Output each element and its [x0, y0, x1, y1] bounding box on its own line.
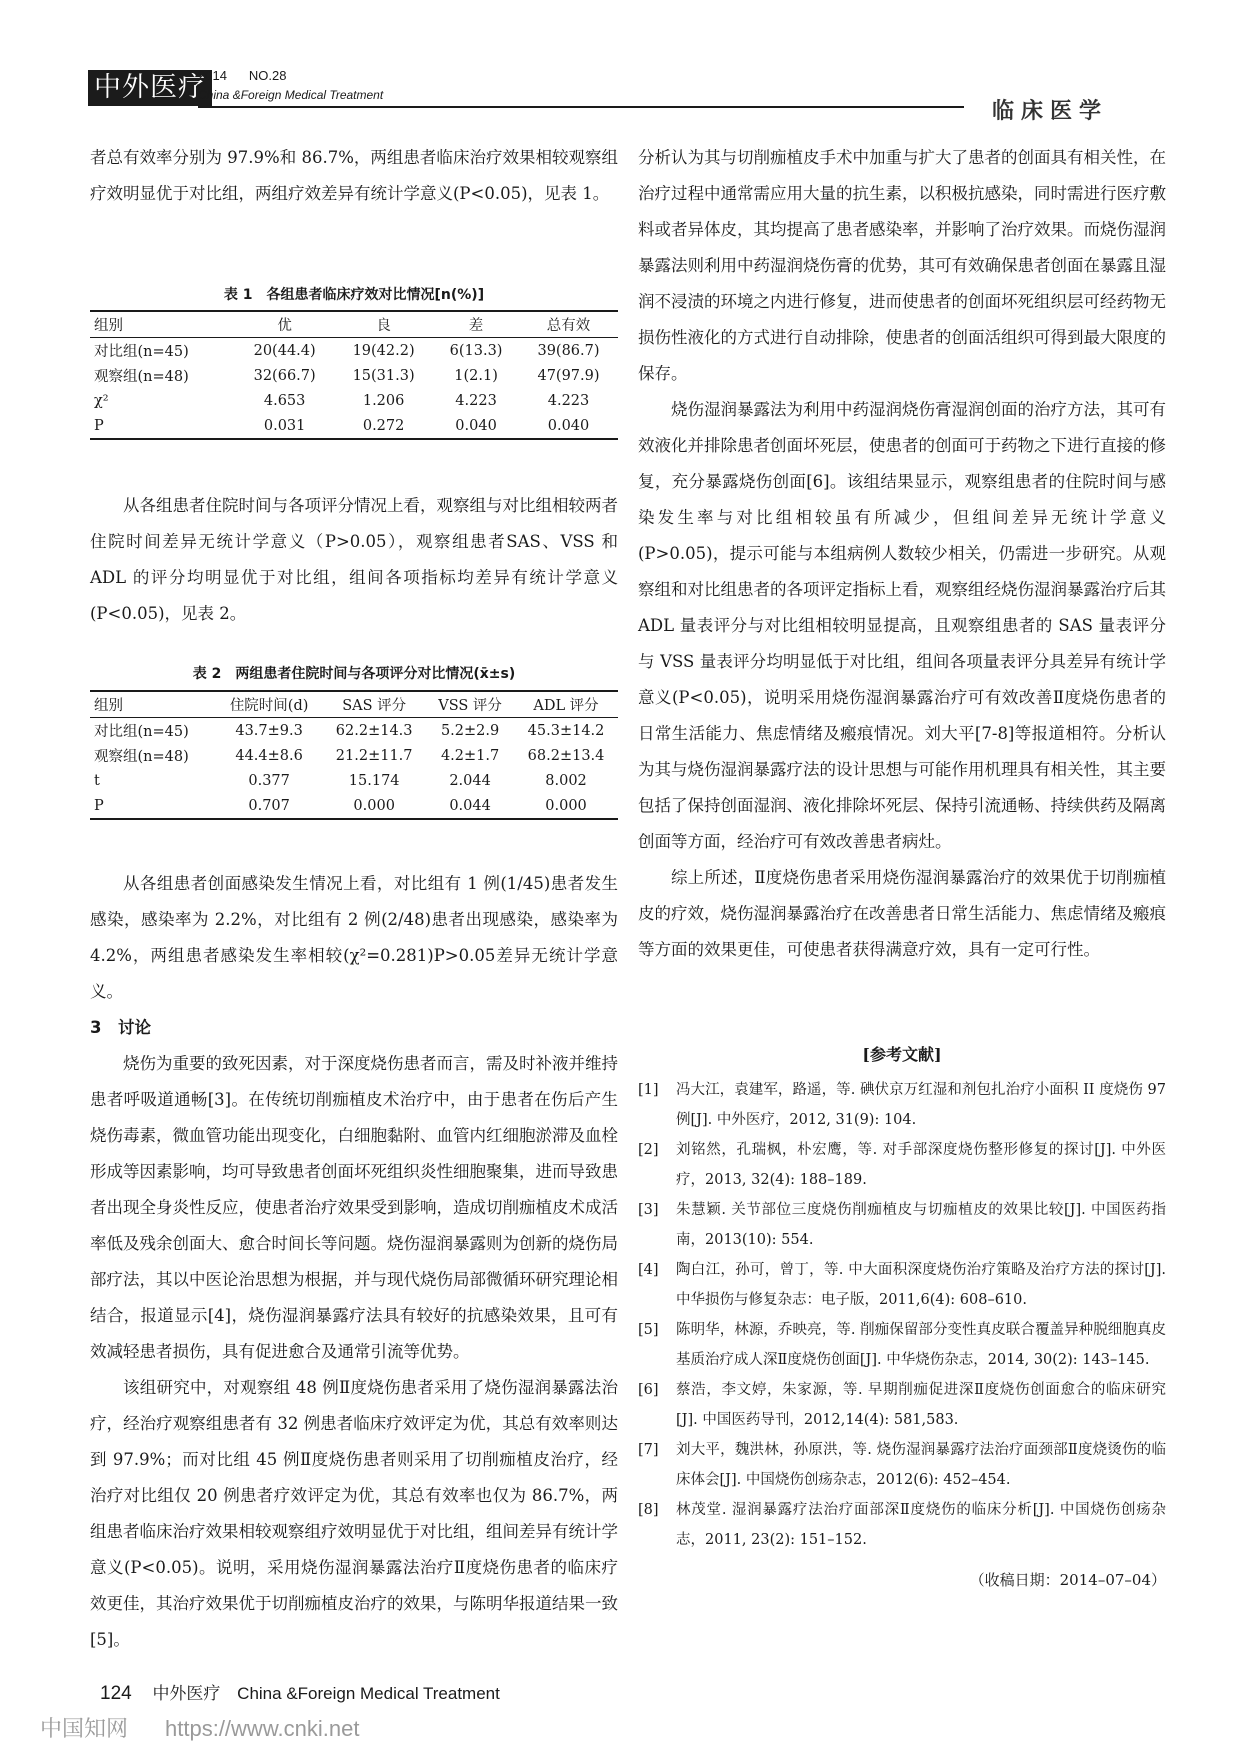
table2-cell: 观察组(n=48)	[94, 749, 189, 765]
paragraph-conclusion: 综上所述，Ⅱ度烧伤患者采用烧伤湿润暴露治疗的效果优于切削痂植皮的疗效，烧伤湿润暴露治疗在改善患者日常生活能力、焦虑情绪及瘢痕等方面的效果更佳，可使患者获得满意疗效，具有一定可行性。	[638, 868, 1166, 959]
table1-cell: 对比组(n=45)	[94, 344, 189, 360]
table1-row	[90, 388, 618, 413]
references	[638, 1042, 1166, 1590]
table1-cell: 1.206	[362, 392, 405, 409]
reference-text: 陈明华，林源，乔映亮，等. 削痂保留部分变性真皮联合覆盖异种脱细胞真皮基质治疗成人深Ⅱ度烧伤创面[J]. 中华烧伤杂志，2014, 30(2): 143–145.	[676, 1322, 1166, 1368]
table2-header-row	[90, 691, 618, 718]
table2-cell: t	[94, 772, 100, 789]
cnki-watermark	[40, 1712, 359, 1743]
table1	[90, 310, 618, 440]
journal-english-name: China &Foreign Medical Treatment	[198, 88, 384, 102]
reference-item	[638, 1435, 1166, 1495]
table2-row	[90, 793, 618, 819]
table2-cell: 5.2±2.9	[440, 722, 500, 739]
table2	[90, 690, 618, 820]
reference-number: [8]	[638, 1502, 659, 1518]
reference-item	[638, 1375, 1166, 1435]
paragraph-results-2: 从各组患者住院时间与各项评分情况上看，观察组与对比组相较两者住院时间差异无统计学意义（P>0.05），观察组患者SAS、VSS 和 ADL 的评分均明显优于对比组，组间各项指标均差异有统计学意义(P<0.05)，见表 2。	[90, 496, 618, 623]
table1-cell: 32(66.7)	[253, 367, 316, 384]
table1-cell: 0.031	[263, 417, 306, 434]
references-title: [参考文献]	[862, 1045, 942, 1064]
table1-cell: 4.223	[547, 392, 590, 409]
table1-cell: 6(13.3)	[449, 342, 503, 359]
table2-cell: 0.044	[449, 797, 491, 814]
paragraph-analysis-1: 分析认为其与切削痂植皮手术中加重与扩大了患者的创面具有相关性，在治疗过程中通常需应用大量的抗生素，以积极抗感染，同时需进行医疗敷料或者异体皮，其均提高了患者感染率，并影响了治疗效果。而烧伤湿润暴露法则利用中药湿润烧伤膏的优势，其可有效确保患者创面在暴露且湿润不浸渍的环境之内进行修复，进而使患者的创面坏死组织层可经药物无损伤性液化的方式进行自动排除，使患者的创面活组织可得到最大限度的保存。	[638, 148, 1166, 383]
right-column	[638, 140, 1166, 968]
reference-text: 刘大平，魏洪林，孙原洪，等. 烧伤湿润暴露疗法治疗面颈部Ⅱ度烧烫伤的临床体会[J]. 中国烧伤创疡杂志，2012(6): 452–454.	[676, 1442, 1166, 1488]
reference-text: 蔡浩，李文婷，朱家源，等. 早期削痂促进深Ⅱ度烧伤创面愈合的临床研究[J]. 中国医药导刊，2012,14(4): 581,583.	[676, 1382, 1166, 1428]
reference-number: [5]	[638, 1322, 659, 1338]
table2-cell: 0.377	[248, 772, 290, 789]
page-footer	[100, 1679, 500, 1705]
table2-cell: 2.044	[449, 772, 491, 789]
table1-cell: 4.653	[263, 392, 306, 409]
reference-text: 朱慧颖. 关节部位三度烧伤削痂植皮与切痂植皮的效果比较[J]. 中国医药指南，2013(10): 554.	[676, 1202, 1166, 1248]
table2-row	[90, 718, 618, 744]
table1-cell: 15(31.3)	[352, 367, 415, 384]
reference-item	[638, 1135, 1166, 1195]
reference-item	[638, 1075, 1166, 1135]
table2-cell: 4.2±1.7	[440, 747, 500, 764]
table2-cell: 21.2±11.7	[335, 747, 413, 764]
year: 2014	[198, 68, 227, 83]
table1-cell: 0.272	[362, 417, 405, 434]
table2-caption: 表 2 两组患者住院时间与各项评分对比情况(x̄±s)	[192, 666, 516, 682]
left-column-mid	[90, 488, 618, 632]
cnki-logo-text: 中国知网	[40, 1717, 129, 1742]
table1-header-cell: 良	[376, 318, 391, 334]
received-date: （收稿日期：2014–07–04）	[969, 1571, 1166, 1589]
reference-item	[638, 1315, 1166, 1375]
cnki-url: https://www.cnki.net	[165, 1716, 360, 1741]
reference-item	[638, 1255, 1166, 1315]
issue-info	[198, 68, 309, 83]
table1-header-cell: 优	[277, 318, 292, 334]
table1-header-cell: 差	[468, 318, 484, 334]
heading-discussion: 3 讨论	[90, 1018, 151, 1037]
table1-caption: 表 1 各组患者临床疗效对比情况[n(%)]	[223, 287, 485, 303]
left-column-bottom	[90, 866, 618, 1658]
reference-number: [2]	[638, 1142, 659, 1158]
table2-cell: 62.2±14.3	[335, 722, 413, 739]
table1-header-row	[90, 311, 618, 338]
table2-cell: 8.002	[545, 772, 587, 789]
page-number: 124	[100, 1683, 132, 1704]
table1-cell: χ²	[94, 392, 109, 409]
footer-journal-en: China &Foreign Medical Treatment	[237, 1684, 500, 1703]
table2-cell: 45.3±14.2	[527, 722, 605, 739]
footer-journal-cn: 中外医疗	[152, 1684, 221, 1703]
table2-header-cell: ADL 评分	[533, 698, 599, 714]
table2-cell: 68.2±13.4	[527, 747, 605, 764]
table1-row	[90, 413, 618, 439]
table2-cell: P	[94, 797, 104, 814]
table1-header-cell: 组别	[94, 318, 123, 334]
journal-logo: 中外医疗	[88, 70, 212, 106]
section-title: 临床医学	[992, 98, 1109, 124]
table1-row	[90, 338, 618, 364]
table2-row	[90, 743, 618, 768]
table1-cell: 0.040	[547, 417, 590, 434]
reference-number: [4]	[638, 1262, 659, 1278]
reference-number: [1]	[638, 1082, 659, 1098]
table1-cell: P	[94, 417, 104, 434]
left-column-top	[90, 140, 618, 212]
table2-header-cell: 住院时间(d)	[229, 698, 309, 714]
reference-number: [3]	[638, 1202, 659, 1218]
table1-cell: 观察组(n=48)	[94, 369, 189, 385]
header-rule	[198, 106, 964, 108]
table2-cell: 0.000	[353, 797, 395, 814]
table2-cell: 0.707	[248, 797, 290, 814]
table2-row	[90, 768, 618, 793]
table1-cell: 4.223	[455, 392, 497, 409]
table1-cell: 20(44.4)	[253, 342, 316, 359]
reference-number: [7]	[638, 1442, 659, 1458]
table2-header-cell: VSS 评分	[438, 698, 502, 714]
reference-text: 陶白江，孙可，曾丁，等. 中大面积深度烧伤治疗策略及治疗方法的探讨[J]. 中华损伤与修复杂志：电子版，2011,6(4): 608–610.	[676, 1262, 1166, 1308]
issue-number: NO.28	[248, 68, 287, 83]
reference-text: 冯大江，袁建军，路遥，等. 碘伏京万红湿和剂包扎治疗小面积 II 度烧伤 97 例[J]. 中外医疗，2012, 31(9): 104.	[676, 1082, 1166, 1128]
table2-cell: 0.000	[545, 797, 587, 814]
reference-list	[638, 1075, 1166, 1555]
table2-cell: 15.174	[348, 772, 400, 789]
reference-text: 林茂堂. 湿润暴露疗法治疗面部深Ⅱ度烧伤的临床分析[J]. 中国烧伤创疡杂志，2011, 23(2): 151–152.	[676, 1502, 1166, 1548]
paragraph-results-3: 从各组患者创面感染发生情况上看，对比组有 1 例(1/45)患者发生感染，感染率为 2.2%，对比组有 2 例(2/48)患者出现感染，感染率为 4.2%，两组患者感染发生率相较(χ²=0.281)P>0.05差异无统计学意义。	[90, 874, 618, 1001]
table1-row	[90, 363, 618, 388]
reference-text: 刘铭然，孔瑞枫，朴宏鹰，等. 对手部深度烧伤整形修复的探讨[J]. 中外医疗，2013, 32(4): 188–189.	[676, 1142, 1166, 1188]
table2-cell: 43.7±9.3	[235, 722, 303, 739]
table1-cell: 1(2.1)	[454, 367, 498, 384]
paragraph-discussion-2: 该组研究中，对观察组 48 例Ⅱ度烧伤患者采用了烧伤湿润暴露法治疗，经治疗观察组患者有 32 例患者临床疗效评定为优，其总有效率则达到 97.9%；而对比组 45 例Ⅱ度烧伤患者则采用了切削痂植皮治疗，经治疗对比组仅 20 例患者疗效评定为优，其总有效率也仅为 86.7%，两组患者临床治疗效果相较观察组疗效明显优于对比组，组间差异有统计学意义(P<0.05)。说明，采用烧伤湿润暴露法治疗Ⅱ度烧伤患者的临床疗效更佳，其治疗效果优于切削痂植皮治疗的效果，与陈明华报道结果一致[5]。	[90, 1378, 618, 1649]
paragraph-discussion-1: 烧伤为重要的致死因素，对于深度烧伤患者而言，需及时补液并维持患者呼吸道通畅[3]。在传统切削痂植皮术治疗中，由于患者在伤后产生烧伤毒素，微血管功能出现变化，白细胞黏附、血管内红细胞淤滞及血栓形成等因素影响，均可导致患者创面坏死组织炎性细胞聚集，进而导致患者出现全身炎性反应，使患者治疗效果受到影响，造成切削痂植皮术成活率低及残余创面大、愈合时间长等问题。烧伤湿润暴露则为创新的烧伤局部疗法，其以中医论治思想为根据，并与现代烧伤局部微循环研究理论相结合，报道显示[4]，烧伤湿润暴露疗法具有较好的抗感染效果，且可有效减轻患者损伤，具有促进愈合及通常引流等优势。	[90, 1054, 618, 1361]
reference-item	[638, 1195, 1166, 1255]
paragraph-results-1: 者总有效率分别为 97.9%和 86.7%，两组患者临床治疗效果相较观察组疗效明显优于对比组，两组疗效差异有统计学意义(P<0.05)，见表 1。	[90, 148, 618, 203]
table1-cell: 47(97.9)	[537, 367, 600, 384]
table2-header-cell: SAS 评分	[342, 698, 407, 714]
paragraph-analysis-2: 烧伤湿润暴露法为利用中药湿润烧伤膏湿润创面的治疗方法，其可有效液化并排除患者创面坏死层，使患者的创面可于药物之下进行直接的修复，充分暴露烧伤创面[6]。该组结果显示，观察组患者的住院时间与感染发生率与对比组相较虽有所减少，但组间差异无统计学意义(P>0.05)，提示可能与本组病例人数较少相关，仍需进一步研究。从观察组和对比组患者的各项评定指标上看，观察组经烧伤湿润暴露治疗后其 ADL 量表评分与对比组相较明显提高，且观察组患者的 SAS 量表评分与 VSS 量表评分均明显低于对比组，组间各项量表评分具差异有统计学意义(P<0.05)，说明采用烧伤湿润暴露治疗可有效改善Ⅱ度烧伤患者的日常生活能力、焦虑情绪及瘢痕情况。刘大平[7-8]等报道相符。分析认为其与烧伤湿润暴露疗法的设计思想与可能作用机理具有相关性，其主要包括了保持创面湿润、液化排除坏死层、保持引流通畅、持续供药及隔离创面等方面，经治疗可有效改善患者病灶。	[638, 400, 1166, 851]
table1-cell: 19(42.2)	[352, 342, 415, 359]
table2-cell: 对比组(n=45)	[94, 724, 189, 740]
reference-number: [6]	[638, 1382, 659, 1398]
table2-header-cell: 组别	[94, 698, 123, 714]
table2-cell: 44.4±8.6	[235, 747, 303, 764]
table1-header-cell: 总有效	[546, 318, 591, 334]
table1-cell: 39(86.7)	[537, 342, 600, 359]
reference-item	[638, 1495, 1166, 1555]
table1-cell: 0.040	[455, 417, 497, 434]
